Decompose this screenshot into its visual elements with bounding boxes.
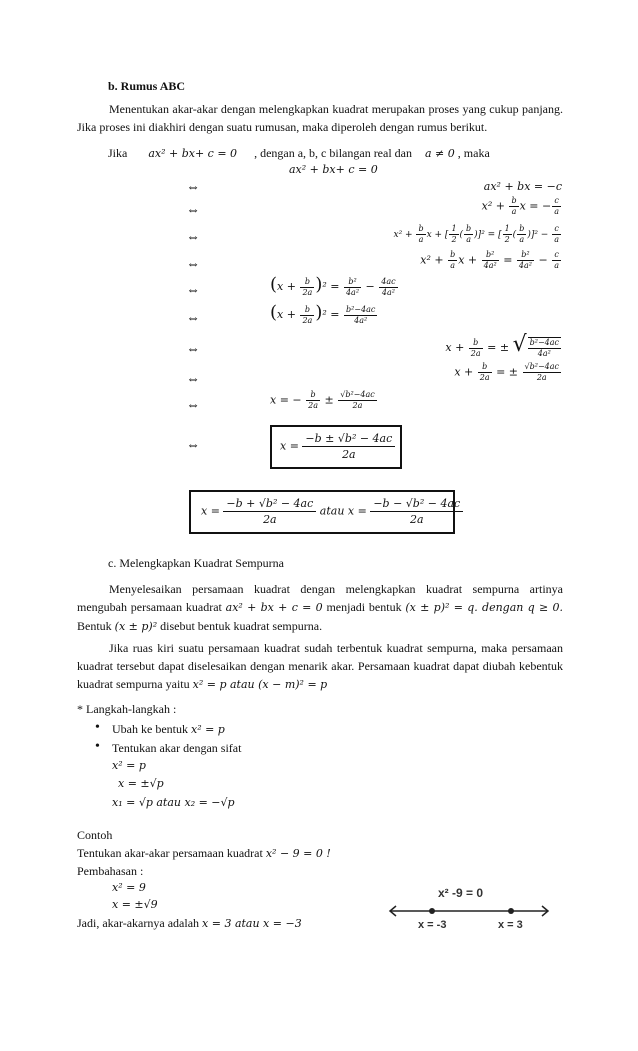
contoh-question: Tentukan akar-akar persamaan kuadrat x² − 9 = 0 ! <box>77 846 331 860</box>
x1-numerator: −b + √b² − 4ac <box>223 496 316 512</box>
steps-label: * Langkah-langkah : <box>77 702 177 716</box>
dengan-text: , dengan a, b, c bilangan real dan <box>254 146 412 160</box>
step-1: Ubah ke bentuk x² = p <box>112 722 225 736</box>
step-2-line-2: x = ±√p <box>118 777 164 790</box>
derivation-line-7: x + $\frac{b}{2a}$ = ± √ $\frac{\text{b²−4ac}}{\text{4a²}}$ <box>445 332 559 358</box>
iff-symbol: ⇔ <box>186 438 200 453</box>
boxed-denominator: 2a <box>342 448 356 461</box>
section-b-heading: b. Rumus ABC <box>108 79 186 93</box>
iff-symbol: ⇔ <box>186 342 200 357</box>
boxed-formula <box>270 425 402 469</box>
iff-symbol: ⇔ <box>186 398 200 413</box>
bullet-dot: • <box>95 739 100 754</box>
number-line-figure <box>384 886 554 936</box>
x1-denominator: 2a <box>263 513 277 526</box>
maka-text: , maka <box>457 146 490 160</box>
derivation-line-1: ax² + bx = −c <box>483 180 562 193</box>
jika-line <box>108 146 490 161</box>
iff-symbol: ⇔ <box>186 283 200 298</box>
derivation-line-5: (x + $\frac{b}{2a}$ )² = $\frac{\text{b²}}{\text{4a²}}$ − $\frac{4ac}{\text{4a²}}$ <box>270 274 396 297</box>
abc-formula-expression <box>201 496 463 527</box>
derivation-line-9: x = − $\frac{b}{2a}$ ± $\frac{\text{√b²−4ac}}{2a}$ <box>270 390 375 410</box>
iff-symbol: ⇔ <box>186 372 200 387</box>
boxed-formula-expression <box>280 431 395 462</box>
atau-x-equals: atau x = <box>319 504 367 518</box>
conclusion: Jadi, akar-akarnya adalah x = 3 atau x = −3 <box>77 916 302 930</box>
root-point-right <box>508 908 514 914</box>
derivation-line-0: ax² + bx+ c = 0 <box>289 163 378 176</box>
number-line-svg <box>384 886 554 936</box>
iff-symbol: ⇔ <box>186 203 200 218</box>
section-c-heading: c. Melengkapkan Kuadrat Sempurna <box>108 556 284 570</box>
boxed-numerator: −b ± √b² − 4ac <box>302 431 395 447</box>
left-root-label: x = -3 <box>418 919 447 931</box>
iff-symbol: ⇔ <box>186 230 200 245</box>
section-b-paragraph: Menentukan akar-akar dengan melengkapkan kuadrat merupakan proses yang cukup panjang. Jika proses ini diakhiri dengan suatu rumusan, maka diperoleh dengan rumus berikut. <box>77 102 563 134</box>
derivation-line-6: (x + $\frac{b}{2a}$ )² = $\frac{\text{b²−4ac}}{\text{4a²}}$ <box>270 302 376 325</box>
cond-equation: ax² + bx+ c = 0 <box>148 147 238 160</box>
section-c-paragraph-1: Menyelesaikan persamaan kuadrat dengan melengkapkan kuadrat sempurna artinya mengubah persamaan kuadrat ax² + bx + c = 0 menjadi bentuk (x ± p)² = q. dengan q ≥ 0. Bentuk (x ± p)² disebut bentuk kuadrat sempurna. <box>77 582 563 633</box>
a-not-zero: a ≠ 0 <box>425 147 455 160</box>
iff-symbol: ⇔ <box>186 180 200 195</box>
step-2: Tentukan akar dengan sifat <box>112 741 242 755</box>
boxed-lhs: x = <box>280 439 299 453</box>
root-point-left <box>429 908 435 914</box>
bullet-dot: • <box>95 720 100 735</box>
iff-symbol: ⇔ <box>186 311 200 326</box>
x1-lhs: x = <box>201 504 220 518</box>
contoh-label: Contoh <box>77 828 113 842</box>
x2-numerator: −b − √b² − 4ac <box>370 496 463 512</box>
step-2-line-1: x² = p <box>112 759 146 772</box>
iff-symbol: ⇔ <box>186 257 200 272</box>
derivation-line-2: x² + $\frac{b}{a}$ x = − $\frac{c}{a}$ <box>481 196 559 216</box>
derivation-line-3: x² + $\frac{b}{a}$ x + [ $\frac{1}{2}$ ( $\frac{b}{a}$ )]² = [ $\frac{1}{2}$ ( $\frac{b}{a}$ )]² − $\frac{c}{a}$ <box>393 224 559 244</box>
abc-formula-box <box>189 490 461 534</box>
number-line-title: x² -9 = 0 <box>438 886 484 900</box>
solution-step-2: x = ±√9 <box>112 898 158 911</box>
derivation-line-4: x² + $\frac{b}{a}$ x + $\frac{\text{b²}}{\text{4a²}}$ = $\frac{\text{b²}}{\text{4a²}}$ − $\frac{c}{a}$ <box>420 250 559 270</box>
right-root-label: x = 3 <box>498 919 523 931</box>
x2-denominator: 2a <box>409 513 424 526</box>
solution-step-1: x² = 9 <box>112 881 146 894</box>
step-2-line-3: x₁ = √p atau x₂ = −√p <box>112 796 235 809</box>
section-c-paragraph-2: Jika ruas kiri suatu persamaan kuadrat sudah terbentuk kuadrat sempurna, maka persamaan kuadrat tersebut dapat diselesaikan dengan menarik akar. Persamaan kuadrat dapat diubah kebentuk kuadrat sempurna yaitu x² = p atau (x − m)² = p <box>77 641 563 691</box>
pembahasan-label: Pembahasan : <box>77 864 144 878</box>
derivation-line-8: x + $\frac{b}{2a}$ = ± $\frac{\text{√b²−4ac}}{2a}$ <box>454 362 559 382</box>
jika-word: Jika <box>108 146 128 160</box>
